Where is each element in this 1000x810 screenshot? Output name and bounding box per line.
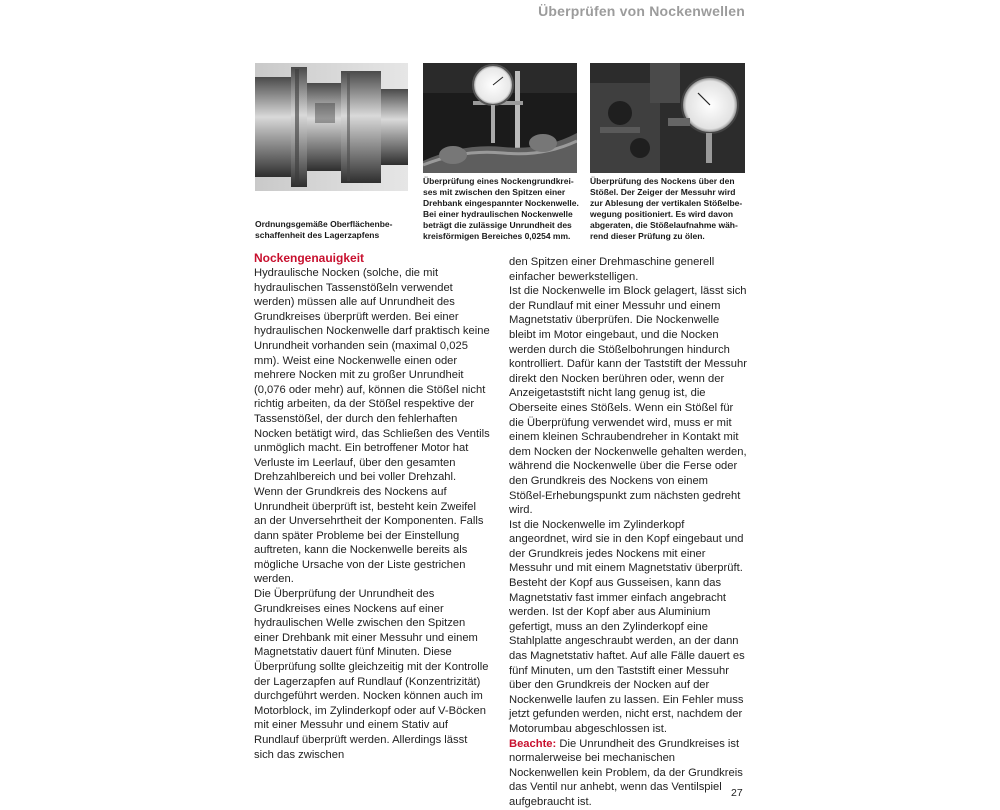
article-column-right	[509, 255, 747, 810]
note-label: Beachte:	[509, 737, 557, 750]
figure-caption: Überprüfung des Nockens über den Stößel. Der Zeiger der Messuhr wird zur Ablesung der vertikalen Stößelbe-wegung positioniert. Es wird davon abgeraten, die Stößelaufnahme wäh-rend dieser Prüfung zu ölen.	[590, 176, 743, 241]
section-heading: Nockengenauigkeit	[254, 251, 365, 265]
dial-indicator-engine-photo	[590, 63, 745, 173]
running-title: Überprüfen von Nockenwellen	[538, 3, 745, 19]
note-paragraph	[509, 737, 747, 810]
camshaft-journal-photo	[255, 63, 408, 191]
body-paragraph: Wenn der Grundkreis des Nockens auf Unrundheit überprüft ist, besteht kein Zweifel an der Unversehrtheit der Komponenten. Falls dann später Probleme bei der Einstellung auftreten, kann die Nockenwelle bereits als mögliche Ursache von der Liste gestrichen werden.	[254, 485, 484, 586]
body-paragraph: Ist die Nockenwelle im Zylinderkopf angeordnet, wird sie in den Kopf eingebaut und der Grundkreis jedes Nockens mit einer Messuhr und mit einem Magnetstativ überprüft. Besteht der Kopf aus Gusseisen, kann das Magnetstativ fast immer einfach angebracht werden. Ist der Kopf aber aus Aluminium gefertigt, muss an den Zylinderkopf eine Stahlplatte angeschraubt werden, an der dann das Magnetstativ haftet. Auf alle Fälle dauert es fünf Minuten, um den Taststift einer Messuhr über den Grundkreis der Nocken auf der Nockenwelle laufen zu lassen. Ein Fehler muss jetzt gefunden werden, nicht erst, nachdem der Motorumbau abgeschlossen ist.	[509, 518, 745, 735]
body-paragraph: Die Überprüfung der Unrundheit des Grundkreises eines Nockens auf einer hydraulischen Welle zwischen den Spitzen einer Drehbank mit einer Messuhr und einem Magnetstativ dauert fünf Minuten. Diese Überprüfung sollte gleichzeitig mit der Kontrolle der Lagerzapfen auf Rundlauf (Konzentrizität) durchgeführt werden. Nocken können auch im Motorblock, im Zylinderkopf oder auf V-Böcken mit einer Messuhr und einem Stativ auf Rundlauf überprüft werden. Allerdings lässt sich das zwischen	[254, 588, 489, 761]
figure-caption: Überprüfung eines Nockengrundkrei-ses mit zwischen den Spitzen einer Drehbank eingespannter Nockenwelle. Bei einer hydraulischen Nockenwelle beträgt die zulässige Unrundheit des kreisförmigen Bereiches 0,0254 mm.	[423, 176, 579, 241]
page-number: 27	[731, 787, 743, 799]
body-paragraph: Hydraulische Nocken (solche, die mit hydraulischen Tassenstößeln verwendet werden) müssen alle auf Unrundheit des Grundkreises überprüft werden. Bei einer hydraulischen Nockenwelle darf praktisch keine Unrundheit vorhanden sein (maximal 0,025 mm). Weist eine Nockenwelle einen oder mehrere Nocken mit zu großer Unrundheit (0,076 oder mehr) auf, können die Stößel nicht richtig arbeiten, da der Stößel respektive der Tassenstößel, der durch den fehlerhaften Nocken betätigt wird, das Schließen des Ventils unmöglich macht. Ein betroffener Motor hat Verluste im Leerlauf, über den gesamten Drehzahlbereich und bei voller Drehzahl.	[254, 267, 490, 484]
figure-caption: Ordnungsgemäße Oberflächenbe-schaffenheit des Lagerzapfens	[255, 219, 393, 240]
body-paragraph: Ist die Nockenwelle im Block gelagert, lässt sich der Rundlauf mit einer Messuhr und einem Magnetstativ überprüfen. Die Nockenwelle bleibt im Motor eingebaut, und die Nocken werden durch die Stößelbohrungen hindurch kontrolliert. Dafür kann der Taststift der Messuhr direkt den Nocken berühren oder, wenn der Anzeigetaststift nicht lang genug ist, die Oberseite eines Stößels. Wenn ein Stößel für die Überprüfung verwendet wird, muss er mit einem kleinen Schraubendreher in Kontakt mit dem Nocken der Nockenwelle gehalten werden, während die Nockenwelle über die Ferse oder den Grundkreis des Nockens von einem Stößel-Erhebungspunkt zum nächsten gedreht wird.	[509, 285, 747, 517]
body-paragraph: den Spitzen einer Drehmaschine generell einfacher bewerkstelligen.	[509, 256, 715, 283]
dial-indicator-lathe-photo	[423, 63, 577, 173]
article-column-left	[254, 251, 490, 762]
note-text: Die Unrundheit des Grundkreises ist normalerweise bei mechanischen Nockenwellen kein Problem, da der Grundkreis das Ventil nur anhebt, wenn das Ventilspiel aufgebraucht ist.	[509, 737, 743, 808]
